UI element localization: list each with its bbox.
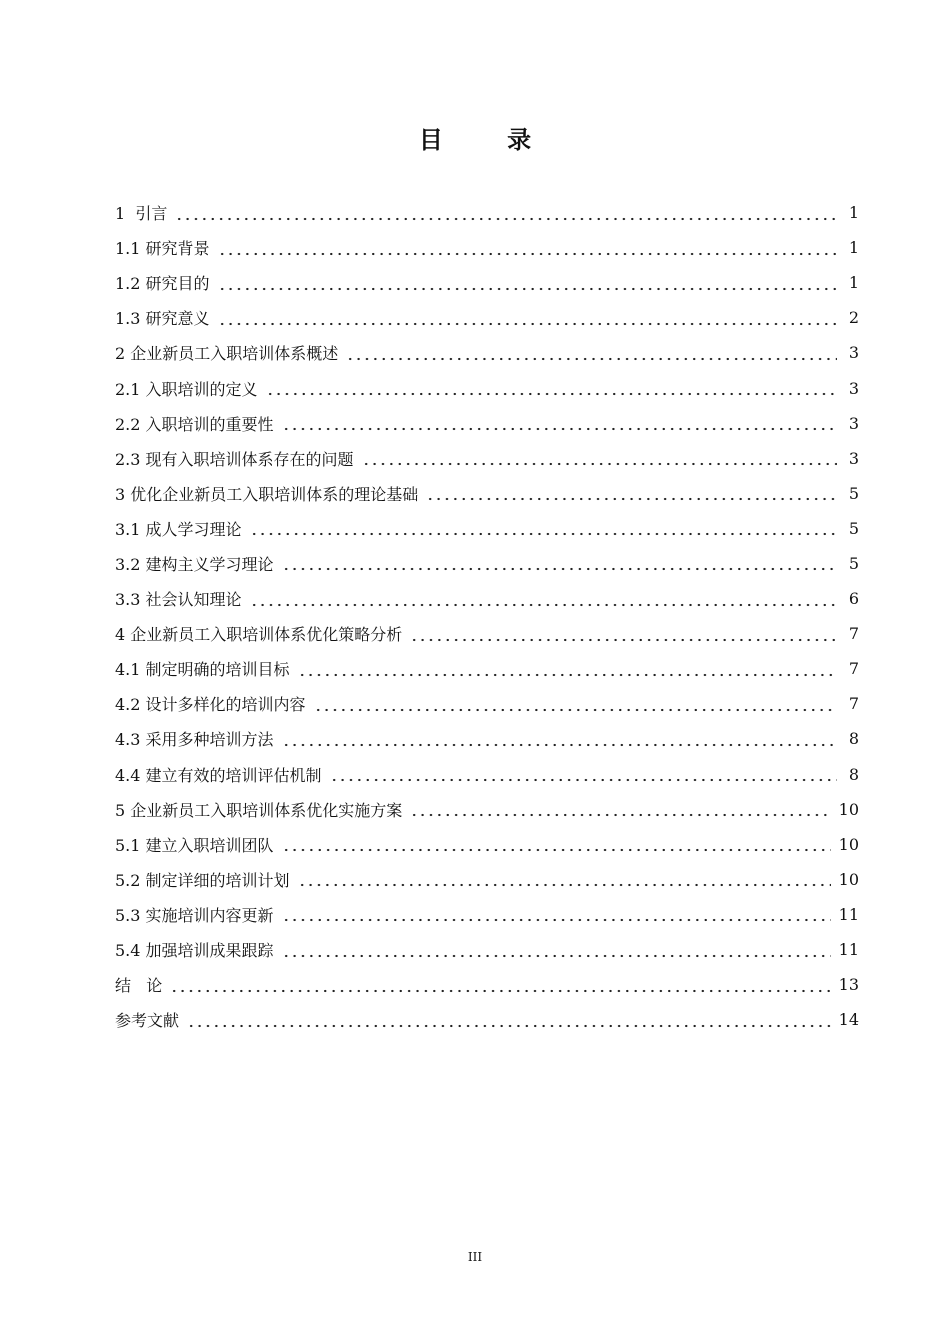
toc-entry[interactable] xyxy=(115,827,859,862)
toc-entry[interactable] xyxy=(115,476,859,511)
dot-leader xyxy=(250,520,837,536)
toc-entry-title: 4.2 设计多样化的培训内容 xyxy=(115,695,306,715)
toc-entry-page: 10 xyxy=(838,834,859,854)
toc-entry-title: 结 论 xyxy=(115,976,163,996)
dot-leader xyxy=(410,801,830,817)
toc-entry-title: 3.1 成人学习理论 xyxy=(115,519,242,539)
toc-entry[interactable] xyxy=(115,967,859,1002)
toc-entry-title: 1 引言 xyxy=(115,204,168,224)
dot-leader xyxy=(250,591,837,607)
toc-entry-page: 14 xyxy=(838,1010,859,1030)
toc-entry[interactable] xyxy=(115,721,859,756)
toc-entry[interactable] xyxy=(115,897,859,932)
toc-entry-page: 1 xyxy=(848,273,859,293)
dot-leader xyxy=(282,415,837,431)
toc-entry[interactable] xyxy=(115,300,859,335)
dot-leader xyxy=(218,310,837,326)
toc-entry[interactable] xyxy=(115,370,859,405)
dot-leader xyxy=(282,906,831,922)
toc-entry-page: 2 xyxy=(848,308,859,328)
toc-entry-title: 2 企业新员工入职培训体系概述 xyxy=(115,344,339,364)
dot-leader xyxy=(410,626,837,642)
dot-leader xyxy=(175,205,837,221)
toc-entry-title: 2.3 现有入职培训体系存在的问题 xyxy=(115,449,354,469)
toc-entry-page: 3 xyxy=(848,448,859,468)
toc-entry[interactable] xyxy=(115,757,859,792)
toc-entry[interactable] xyxy=(115,616,859,651)
toc-entry-page: 1 xyxy=(848,203,859,223)
toc-entry-page: 10 xyxy=(838,799,859,819)
toc-entry[interactable] xyxy=(115,441,859,476)
toc-entry[interactable] xyxy=(115,1002,859,1037)
dot-leader xyxy=(426,485,837,501)
toc-entry[interactable] xyxy=(115,792,859,827)
toc-entry[interactable] xyxy=(115,686,859,721)
dot-leader xyxy=(282,836,831,852)
page-title: 目 录 xyxy=(418,125,560,154)
toc-entry-title: 2.2 入职培训的重要性 xyxy=(115,414,274,434)
toc-entry-title: 3 优化企业新员工入职培训体系的理论基础 xyxy=(115,484,419,504)
toc-entry[interactable] xyxy=(115,230,859,265)
toc-entry-page: 3 xyxy=(848,378,859,398)
dot-leader xyxy=(282,942,831,958)
toc-entry-page: 7 xyxy=(848,659,859,679)
toc-entry-page: 8 xyxy=(848,764,859,784)
toc-entry[interactable] xyxy=(115,651,859,686)
dot-leader xyxy=(218,240,837,256)
toc-entry-title: 3.3 社会认知理论 xyxy=(115,590,242,610)
toc-entry-title: 参考文献 xyxy=(115,1011,180,1031)
toc-entry-title: 4.4 建立有效的培训评估机制 xyxy=(115,765,322,785)
toc-entry-page: 11 xyxy=(838,904,859,924)
toc-entry-title: 1.3 研究意义 xyxy=(115,309,210,329)
toc-entry-page: 10 xyxy=(838,869,859,889)
toc-entry-title: 5 企业新员工入职培训体系优化实施方案 xyxy=(115,800,403,820)
toc-entry-title: 5.3 实施培训内容更新 xyxy=(115,905,274,925)
toc-entry[interactable] xyxy=(115,511,859,546)
toc-entry-page: 7 xyxy=(848,694,859,714)
dot-leader xyxy=(170,977,830,993)
toc-entry-page: 6 xyxy=(848,589,859,609)
toc-entry-title: 4.3 采用多种培训方法 xyxy=(115,730,274,750)
toc-entry-page: 11 xyxy=(838,940,859,960)
toc-entry[interactable] xyxy=(115,195,859,230)
toc-entry-page: 7 xyxy=(848,624,859,644)
toc-entry-title: 2.1 入职培训的定义 xyxy=(115,379,258,399)
toc-entry[interactable] xyxy=(115,581,859,616)
toc-entry-title: 4.1 制定明确的培训目标 xyxy=(115,660,290,680)
toc-entry-page: 3 xyxy=(848,343,859,363)
page-number: III xyxy=(467,1250,483,1264)
dot-leader xyxy=(218,275,837,291)
dot-leader xyxy=(346,345,837,361)
toc-entry-title: 5.1 建立入职培训团队 xyxy=(115,835,274,855)
dot-leader xyxy=(298,661,837,677)
toc-entry-page: 3 xyxy=(848,413,859,433)
toc-entry-title: 4 企业新员工入职培训体系优化策略分析 xyxy=(115,625,403,645)
toc-entry-title: 5.4 加强培训成果跟踪 xyxy=(115,941,274,961)
toc-entry[interactable] xyxy=(115,335,859,370)
toc-entry[interactable] xyxy=(115,406,859,441)
dot-leader xyxy=(362,450,837,466)
table-of-contents xyxy=(115,195,859,1037)
toc-entry-page: 1 xyxy=(848,238,859,258)
toc-entry-title: 5.2 制定详细的培训计划 xyxy=(115,870,290,890)
dot-leader xyxy=(330,766,837,782)
toc-entry-page: 5 xyxy=(848,483,859,503)
toc-entry-page: 5 xyxy=(848,553,859,573)
toc-entry-page: 8 xyxy=(848,729,859,749)
toc-entry[interactable] xyxy=(115,546,859,581)
dot-leader xyxy=(187,1012,831,1028)
toc-entry-page: 5 xyxy=(848,518,859,538)
toc-entry[interactable] xyxy=(115,932,859,967)
toc-entry[interactable] xyxy=(115,862,859,897)
dot-leader xyxy=(282,731,837,747)
dot-leader xyxy=(266,380,837,396)
dot-leader xyxy=(314,696,837,712)
toc-entry[interactable] xyxy=(115,265,859,300)
toc-entry-page: 13 xyxy=(838,975,859,995)
toc-entry-title: 1.1 研究背景 xyxy=(115,239,210,259)
toc-entry-title: 3.2 建构主义学习理论 xyxy=(115,554,274,574)
toc-entry-title: 1.2 研究目的 xyxy=(115,274,210,294)
dot-leader xyxy=(282,555,837,571)
dot-leader xyxy=(298,871,831,887)
